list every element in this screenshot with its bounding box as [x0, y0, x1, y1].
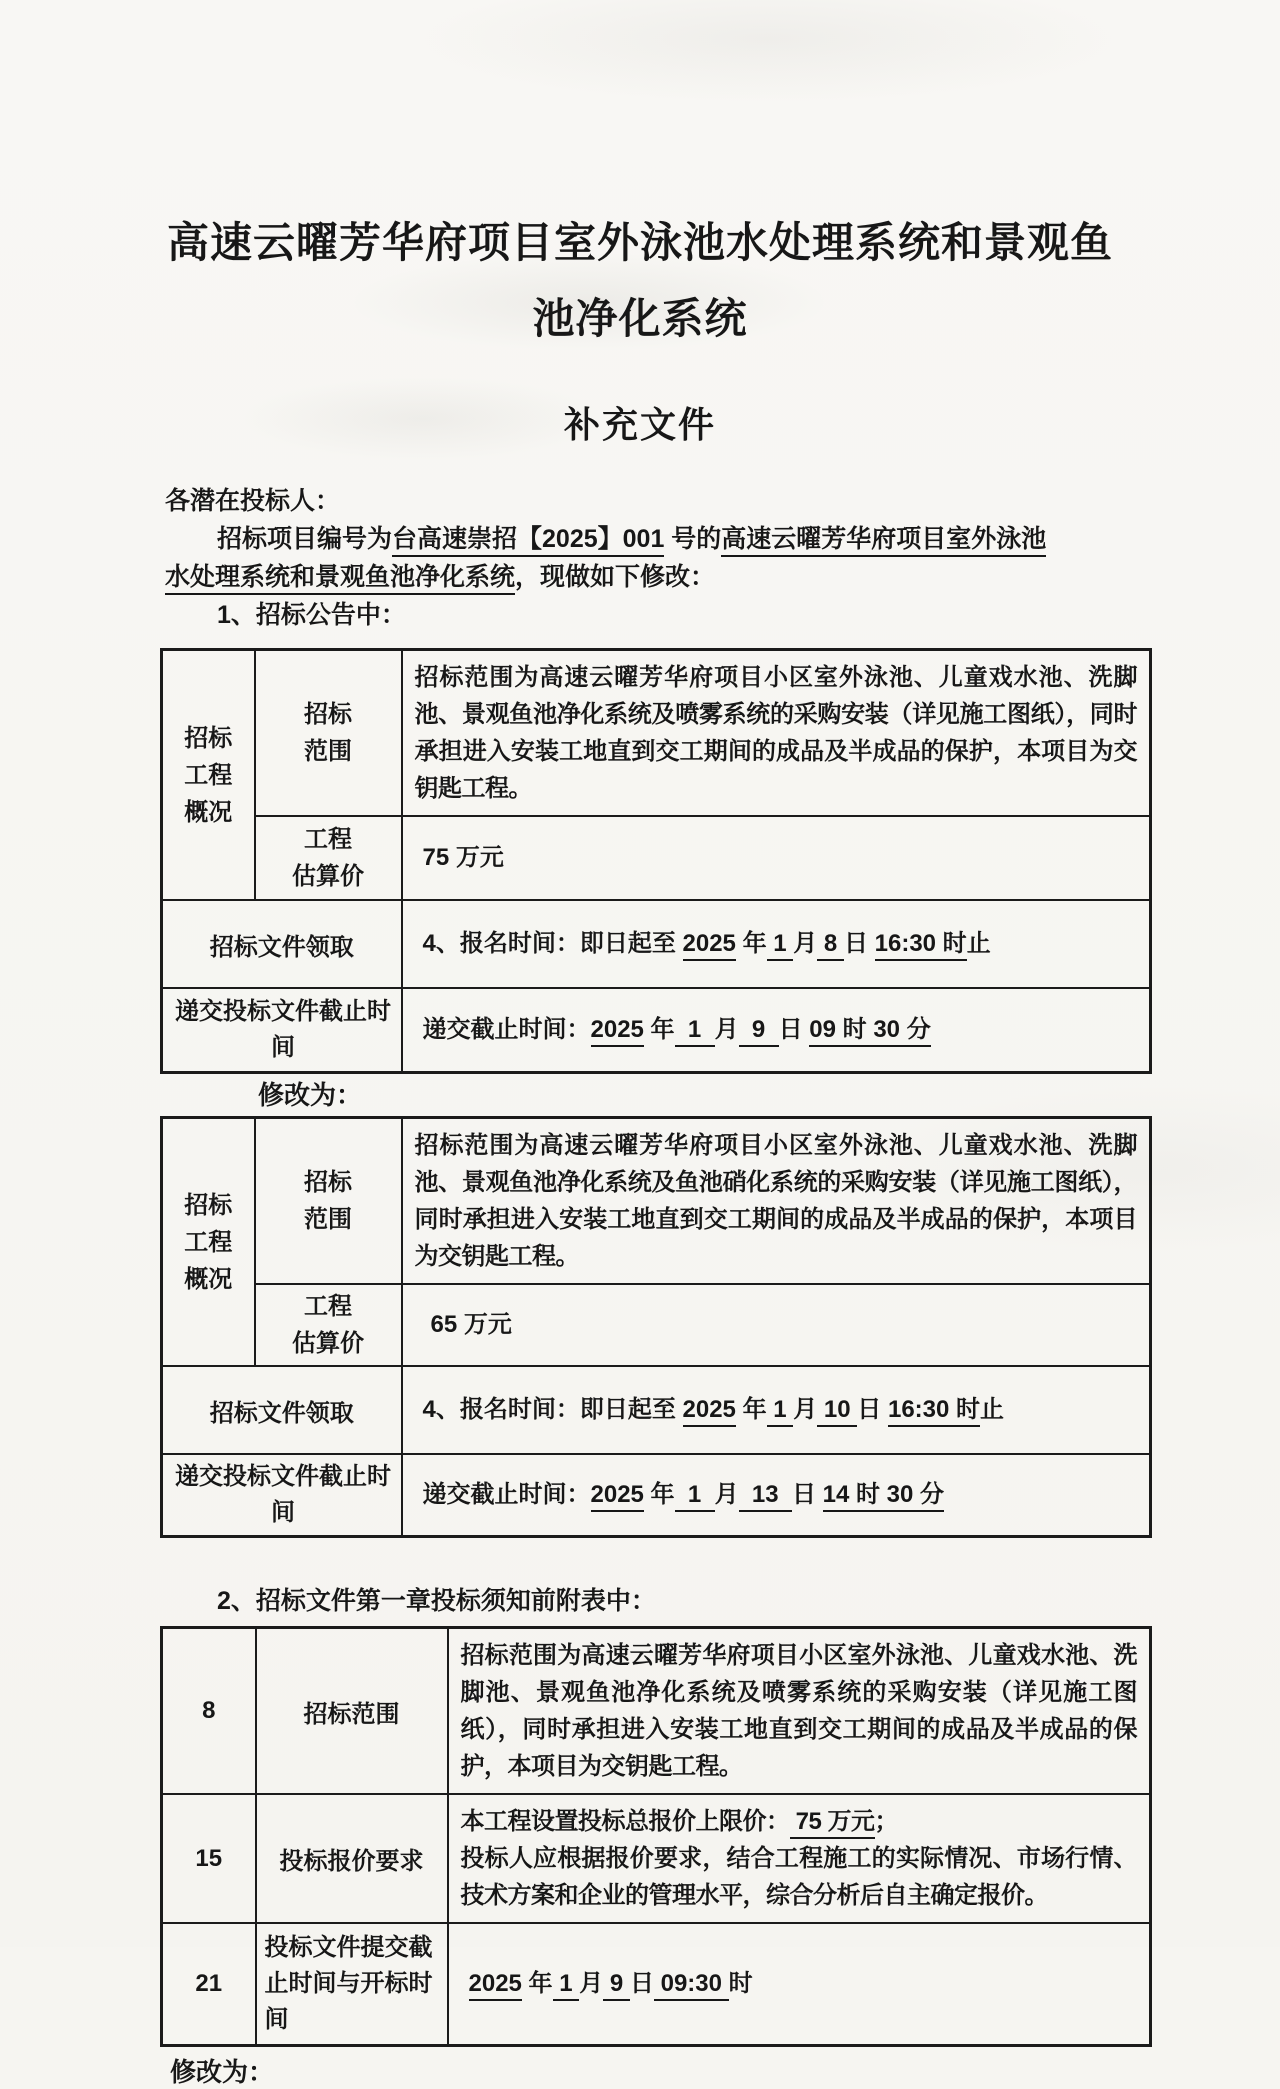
deadline-label: 递交投标文件截止时间 [175, 1463, 391, 1526]
doc-pickup-label-cell: 招标文件领取 [162, 900, 402, 988]
underlined-day: 13 [739, 1481, 792, 1512]
overview-label: 招标工程概况 [184, 724, 233, 826]
value-text-segment: 递交截止时间： [422, 1481, 591, 1508]
value-text-segment: 本工程设置投标总报价上限价： [460, 1808, 790, 1835]
table-row [162, 900, 1151, 988]
value-text-segment: 月 [714, 1016, 739, 1043]
value-text-segment: 年 [735, 1396, 767, 1423]
underlined-month: 1 [675, 1481, 715, 1512]
value-text-segment: 日 [629, 1970, 654, 1997]
underlined-month: 1 [767, 1396, 794, 1427]
deadline-label-cell [162, 1454, 402, 1537]
table-row [162, 1794, 1151, 1923]
doc-pickup-value-cell [402, 1366, 1151, 1454]
estimate-label-line: 估算价 [292, 1330, 364, 1357]
bid-instruction-schedule-table [160, 1626, 1152, 2047]
item-number-cell: 15 [162, 1794, 256, 1923]
deadline-label-cell [162, 988, 402, 1073]
value-text-segment: 年 [735, 930, 767, 957]
scope-text-cell: 招标范围为高速云曜芳华府项目小区室外泳池、儿童戏水池、洗脚池、景观鱼池净化系统及鱼池硝化系统的采购安装（详见施工图纸），同时承担进入安装工地直到交工期间的成品及半成品的保护，本项目为交钥匙工程。 [402, 1118, 1151, 1285]
scope-label-cell [255, 650, 402, 817]
doc-pickup-value-cell [402, 900, 1151, 988]
intro-line-2 [165, 558, 1160, 596]
deadline-label: 递交投标文件截止时间 [175, 998, 391, 1061]
underlined-month: 1 [767, 930, 794, 961]
table-row [162, 650, 1151, 817]
estimate-label-line: 工程 [304, 1293, 352, 1320]
item-label-cell: 招标范围 [256, 1628, 448, 1795]
intro-line-1 [165, 520, 1160, 558]
table-row [162, 1284, 1151, 1366]
underlined-day: 9 [739, 1016, 779, 1047]
table-row [162, 1628, 1151, 1795]
price-cap-line [461, 1803, 1138, 1840]
title-line-2: 池净化系统 [532, 295, 748, 342]
value-text-segment: 止 [966, 930, 991, 957]
scope-label: 招标范围 [303, 1169, 352, 1233]
value-text-segment: 月 [579, 1970, 604, 1997]
estimate-label-cell [255, 816, 402, 900]
table-row [162, 1923, 1151, 2046]
item-content-cell [448, 1794, 1151, 1923]
underlined-month: 1 [675, 1016, 715, 1047]
underlined-day: 8 [817, 930, 844, 961]
table-row [162, 1118, 1151, 1285]
underlined-time: 16:30 时 [888, 1396, 980, 1427]
salutation: 各潜在投标人： [165, 487, 341, 515]
underlined-year: 2025 [683, 1396, 736, 1427]
item-content-cell: 招标范围为高速云曜芳华府项目小区室外泳池、儿童戏水池、洗脚池、景观鱼池净化系统及喷雾系统的采购安装（详见施工图纸），同时承担进入安装工地直到交工期间的成品及半成品的保护，本项目为交钥匙工程。 [448, 1628, 1151, 1795]
underlined-time: 16:30 时 [875, 930, 967, 961]
document-subtitle: 补充文件 [563, 404, 716, 445]
underlined-project-name: 水处理系统和景观鱼池净化系统 [165, 563, 515, 595]
underlined-tender-number: 台高速崇招【2025】001 [392, 525, 664, 557]
value-text-segment: 4、报名时间：即日起至 [422, 930, 683, 957]
value-text-segment: 日 [843, 930, 875, 957]
underlined-time: 09:30 [654, 1970, 729, 2001]
value-text-segment: 日 [778, 1016, 810, 1043]
underlined-year: 2025 [683, 930, 736, 961]
value-text-segment: 年 [643, 1016, 675, 1043]
table-row [162, 1366, 1151, 1454]
value-text-segment: 日 [791, 1481, 823, 1508]
deadline-value-cell [402, 988, 1151, 1073]
underlined-time: 14 时 30 分 [823, 1481, 944, 1512]
value-text-segment: 月 [793, 1396, 818, 1423]
value-text-segment: 月 [793, 930, 818, 957]
scope-label-cell [255, 1118, 402, 1285]
value-text-segment: 递交截止时间： [422, 1016, 591, 1043]
section-2-heading: 2、招标文件第一章投标须知前附表中： [217, 1587, 656, 1615]
scope-text-cell: 招标范围为高速云曜芳华府项目小区室外泳池、儿童戏水池、洗脚池、景观鱼池净化系统及喷雾系统的采购安装（详见施工图纸），同时承担进入安装工地直到交工期间的成品及半成品的保护，本项目为交钥匙工程。 [402, 650, 1151, 817]
value-text-segment: 年 [521, 1970, 553, 1997]
item-label-cell: 投标文件提交截止时间与开标时间 [256, 1923, 448, 2046]
underlined-month: 1 [553, 1970, 580, 2001]
intro-text-segment: 招标项目编号为 [217, 525, 393, 553]
overview-header-cell [162, 1118, 255, 1367]
value-text-segment: 时 [728, 1970, 753, 1997]
underlined-year: 2025 [591, 1481, 644, 1512]
modify-to-label-2: 修改为： [170, 2057, 275, 2087]
intro-text-segment: 号的 [664, 525, 722, 553]
letter-body [165, 482, 1160, 634]
overview-header-cell [162, 650, 255, 901]
underlined-time: 09 时 30 分 [809, 1016, 930, 1047]
value-text-segment: ； [874, 1808, 899, 1835]
value-text-segment: 4、报名时间：即日起至 [422, 1396, 683, 1423]
deadline-value-cell [402, 1454, 1151, 1537]
value-text-segment: 月 [714, 1481, 739, 1508]
table-row [162, 988, 1151, 1073]
modify-to-label-1: 修改为： [258, 1080, 363, 1110]
item-content-cell [448, 1923, 1151, 2046]
scope-label: 招标范围 [303, 701, 352, 765]
estimate-value-cell: 75 万元 [402, 816, 1151, 900]
document-title [0, 0, 1280, 357]
underlined-year: 2025 [469, 1970, 522, 2001]
overview-label: 招标工程概况 [184, 1191, 233, 1293]
value-text-segment: 年 [643, 1481, 675, 1508]
underlined-year: 2025 [591, 1016, 644, 1047]
estimate-value-cell: 65 万元 [402, 1284, 1151, 1366]
tender-overview-table-revised [160, 1116, 1152, 1538]
estimate-label-line: 估算价 [292, 863, 364, 890]
value-text-segment: 止 [980, 1396, 1005, 1423]
underlined-project-name: 高速云曜芳华府项目室外泳池 [721, 525, 1046, 557]
underlined-day: 10 [817, 1396, 857, 1427]
value-text-segment: 日 [857, 1396, 888, 1423]
doc-pickup-label-cell: 招标文件领取 [162, 1366, 402, 1454]
table-row [162, 1454, 1151, 1537]
table-row [162, 816, 1151, 900]
estimate-label-cell [255, 1284, 402, 1366]
underlined-day: 9 [603, 1970, 630, 2001]
item-number-cell: 8 [162, 1628, 256, 1795]
section-1-heading: 1、招标公告中： [217, 601, 406, 629]
item-label-cell: 投标报价要求 [256, 1794, 448, 1923]
pricing-requirement-text: 投标人应根据报价要求，结合工程施工的实际情况、市场行情、技术方案和企业的管理水平，综合分析后自主确定报价。 [460, 1845, 1137, 1909]
estimate-label-line: 工程 [304, 826, 352, 853]
underlined-price-cap: 75 万元 [790, 1808, 875, 1839]
intro-text-segment: ，现做如下修改： [515, 563, 716, 591]
tender-overview-table-original [160, 648, 1152, 1074]
item-number-cell: 21 [162, 1923, 256, 2046]
title-line-1: 高速云曜芳华府项目室外泳池水处理系统和景观鱼 [166, 219, 1113, 266]
